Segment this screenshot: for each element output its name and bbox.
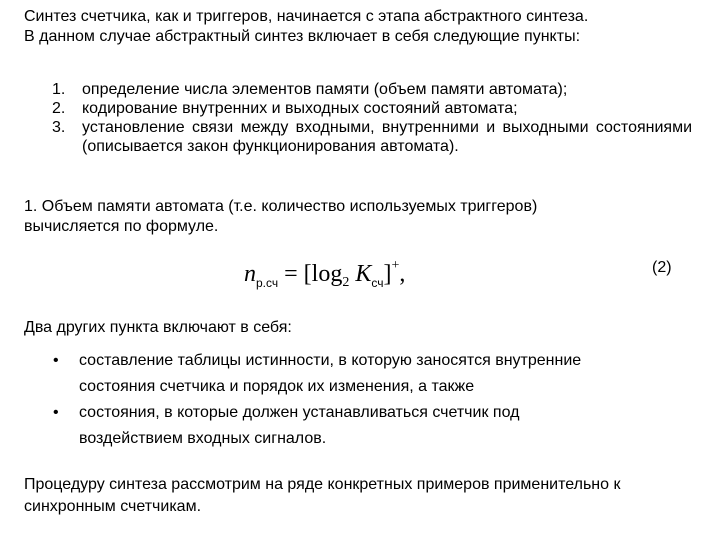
two-points-list bbox=[53, 348, 680, 452]
formula-log: log bbox=[311, 261, 343, 287]
list-item-line-1: составление таблицы истинности, в которую заносятся внутренние bbox=[79, 352, 582, 369]
list-item bbox=[53, 400, 680, 452]
formula-lhs-variable: n bbox=[244, 261, 256, 287]
equation-number: (2) bbox=[652, 259, 672, 276]
list-item bbox=[52, 118, 692, 156]
list-item-number: 3. bbox=[52, 119, 66, 136]
list-item-line-1: состояния, в которые должен устанавливаться счетчик под bbox=[79, 404, 520, 421]
formula-variable-subscript: сч bbox=[371, 276, 384, 290]
formula-comma: , bbox=[399, 261, 406, 287]
list-item-text: установление связи между входными, внутренними и выходными состояниями (описывается закон функционирования автомата). bbox=[82, 119, 692, 155]
list-item-number: 1. bbox=[52, 81, 66, 98]
memory-volume-line-1: 1. Объем памяти автомата (т.е. количество используемых триггеров) bbox=[24, 198, 538, 215]
formula-open-bracket: [ bbox=[303, 261, 312, 287]
formula-lhs-subscript: р.сч bbox=[256, 276, 279, 290]
formula-equals: = bbox=[284, 261, 298, 287]
memory-volume-paragraph bbox=[24, 197, 664, 237]
bullet-icon: • bbox=[53, 404, 59, 421]
final-line-2: синхронным счетчикам. bbox=[24, 498, 202, 515]
formula-close-bracket: ] bbox=[383, 261, 392, 287]
list-item bbox=[52, 80, 692, 99]
final-paragraph bbox=[24, 474, 714, 518]
bullet-icon: • bbox=[53, 352, 59, 369]
two-points-intro: Два других пункта включают в себя: bbox=[24, 319, 292, 336]
list-item-line-2: воздействием входных сигналов. bbox=[79, 430, 327, 447]
final-line-1: Процедуру синтеза рассмотрим на ряде конкретных примеров применительно к bbox=[24, 476, 621, 493]
list-item-line-2: состояния счетчика и порядок их изменения, а также bbox=[79, 378, 475, 395]
list-item bbox=[52, 99, 692, 118]
formula-superscript: + bbox=[391, 258, 400, 273]
synthesis-steps-list bbox=[52, 80, 692, 156]
intro-paragraph bbox=[24, 7, 714, 47]
list-item-text: кодирование внутренних и выходных состояний автомата; bbox=[82, 100, 518, 117]
memory-volume-formula bbox=[244, 246, 406, 290]
list-item-number: 2. bbox=[52, 100, 66, 117]
intro-line-1: Синтез счетчика, как и триггеров, начинается с этапа абстрактного синтеза. bbox=[24, 8, 589, 25]
formula-variable: K bbox=[355, 261, 372, 287]
formula-log-base: 2 bbox=[342, 275, 350, 290]
intro-line-2: В данном случае абстрактный синтез включает в себя следующие пункты: bbox=[24, 28, 581, 45]
list-item-text: определение числа элементов памяти (объем памяти автомата); bbox=[82, 81, 568, 98]
list-item bbox=[53, 348, 680, 400]
memory-volume-line-2: вычисляется по формуле. bbox=[24, 218, 219, 235]
